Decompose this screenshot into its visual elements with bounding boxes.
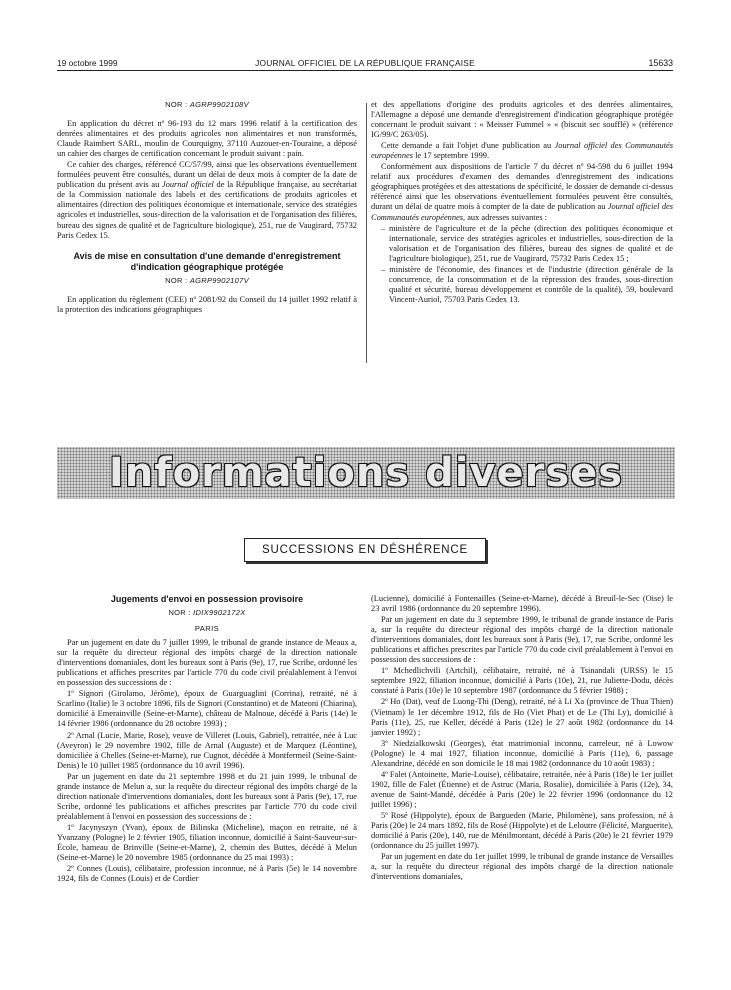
- address-item: – ministère de l'agriculture et de la pêche (direction des politiques économique et internationale, service des stratégies agricoles et industrielles, sous-direction de la valorisation et de l'organisation des filières, bureau des signes de qualité et de l'agriculture biologique), 251, rue de Vaugirard, 75732 Paris Cedex 15 ;: [381, 223, 673, 263]
- paragraph: (Lucienne), domicilié à Fontenailles (Seine-et-Marne), décédé à Breuil-le-Sec (Oise) le 23 avril 1986 (ordonnance du 20 septembre 1996).: [371, 594, 673, 614]
- article-title: Jugements d'envoi en possession provisoire: [110, 594, 304, 604]
- paragraph: Cette demande a fait l'objet d'une publication au Journal officiel des Communautés européennes le 17 septembre 1999.: [371, 141, 673, 161]
- paragraph: Conformément aux dispositions de l'article 7 du décret nº 94-598 du 6 juillet 1994 relatif aux procédures d'examen des demandes d'enregistrement des indications géographiques protégées et des attestations de spécificité, le dossier de demande ci-dessus référencé ainsi que les observations éventuellement formulées peuvent être consultés, durant un délai de quatre mois à compter de la date de publication au Journal officiel des Communautés européennes, aux adresses suivantes :: [371, 162, 673, 222]
- address-item: – ministère de l'économie, des finances et de l'industrie (direction générale de la concurrence, de la consommation et de la répression des fraudes, sous-direction qualité et sécurité, bureau développement et contrôle de la qualité), 59, boulevard Vincent-Auriol, 75703 Paris Cedex 13.: [381, 264, 673, 304]
- paragraph: Ce cahier des charges, référencé CC/57/99, ainsi que les observations éventuellement formulées peuvent être consultés, durant un délai de deux mois à compter de la date de publication du présent avis au Journal officiel de la République française, au secrétariat de la Commission nationale des labels et des certifications de produits agricoles et alimentaires (direction des politiques économique et internationale, service des stratégies agricoles et industrielles, sous-direction de la valorisation et de l'organisation des filières, bureau des signes de qualité et de l'agriculture biologique), 251, rue de Vaugirard, 75732 Paris Cedex 15.: [57, 160, 358, 240]
- banner-title: Informations diverses: [108, 450, 624, 496]
- nor-reference: NOR : AGRP9902107V: [165, 275, 249, 285]
- bottom-right-column: [371, 594, 673, 882]
- paragraph: Par un jugement en date du 21 septembre 1998 et du 21 juin 1999, le tribunal de grande instance de Melun a, sur la requête du directeur régional des impôts chargé de la direction nationale d'interventions domaniales, dont les bureaux sont à Paris (9e), 17, rue Scribe, ordonné les publications et affiches prescrites par l'article 770 du code civil préalablement à l'envoi en possession des successions de :: [57, 771, 357, 821]
- paragraph: 2º Arnal (Lucie, Marie, Rose), veuve de Villeret (Louis, Gabriel), retraitée, née à Luc (Aveyron) le 29 novembre 1902, fille de Arnal (Auguste) et de Marquez (Léontine), domiciliée à Chelles (Seine-et-Marne), rue Cugnot, décédée à Montfermeil (Seine-Saint-Denis) le 10 juillet 1985 (ordonnance du 10 avril 1996).: [57, 730, 357, 770]
- bottom-left-column: [57, 594, 357, 884]
- paragraph: 2º Ho (Dat), veuf de Luong-Thi (Deng), retraité, né à Li Xa (province de Thua Thien) (Vietnam) le 1er décembre 1912, fils de Ho (Viet Phat) et de Le (Thi Ly), domicilié à Paris (11e), 25, rue Keller, décédé à Paris (12e) le 27 août 1982 (ordonnance du 14 janvier 1992) ;: [371, 697, 673, 737]
- paragraph: 1º Jacynyszyn (Yvan), époux de Bilinska (Micheline), maçon en retraite, né à Yvanzany (Pologne) le 2 février 1905, filiation inconnue, domicilié à Saint-Sauveur-sur-École, hameau de Brinville (Seine-et-Marne), 2, chemin des Buttes, décédé à Melun (Seine-et-Marne) le 20 novembre 1985 (ordonnance du 25 mai 1993) ;: [57, 822, 357, 863]
- paragraph: Par un jugement en date du 3 septembre 1999, le tribunal de grande instance de Paris a, sur la requête du directeur régional des impôts chargé de la direction nationale d'interventions domaniales, dont les bureaux sont à Paris (9e), 17, rue Scribe, ordonné les publications et affiches prescrites par l'article 770 du code civil préalablement à l'envoi en possession des successions de :: [371, 615, 673, 665]
- paragraph: 3º Niedzialkowski (Georges), état matrimonial inconnu, carreleur, né à Lowow (Pologne) le 4 mai 1927, filiation inconnue, domicilié à Paris (11e), 6, passage Alexandrine, décédé en son domicile le 18 mai 1982 (ordonnance du 10 août 1983) ;: [371, 738, 673, 768]
- paragraph: 5º Rosé (Hippolyte), époux de Bargueden (Marie, Philomène), sans profession, né à Paris (20e) le 24 mars 1892, fils de Rosé (Hippolyte) et de Leloutre (Félicité, Marguerite), domicilié à Paris (20e), 140, rue de Ménilmontant, décédé à Paris (20e) le 21 février 1979 (ordonnance du 25 juillet 1997).: [371, 810, 673, 851]
- city-heading: PARIS: [194, 624, 220, 634]
- section-banner: [57, 447, 675, 499]
- paragraph: et des appellations d'origine des produits agricoles et des denrées alimentaires, l'Allemagne a déposé une demande d'enregistrement d'indication géographique protégée concernant le produit suivant : « Meisser Fummel » « (biscuit sec soufflé) » (référence IG/99/C 263/05).: [371, 100, 673, 140]
- paragraph: 4º Falet (Antoinette, Marie-Louise), célibataire, retraitée, née à Paris (18e) le 1er juillet 1902, fille de Falet (Étienne) et de Astruc (Maria, Rosalie), domiciliée à Paris (12e), 34, avenue de Saint-Mandé, décédée à Paris (20e) le 22 février 1996 (ordonnance du 12 juillet 1996) ;: [371, 769, 673, 809]
- header-page-number: 15633: [648, 58, 673, 68]
- paragraph: Par un jugement en date du 1er juillet 1999, le tribunal de grande instance de Versailles a, sur la requête du directeur régional des impôts chargé de la direction nationale d'interventions domaniales,: [371, 852, 673, 882]
- column-divider: [366, 103, 367, 363]
- nor-reference: NOR : AGRP9902108V: [165, 100, 249, 109]
- top-left-column: [57, 100, 357, 315]
- nor-reference: NOR : IDIX9902172X: [168, 608, 246, 617]
- paragraph: En application du décret nº 96-193 du 12 mars 1996 relatif à la certification des denrées alimentaires et des produits agricoles non alimentaires et non transformés, Claude Raimbert SARL, moulin de Courquigny, 37110 Auzouer-en-Touraine, a déposé un cahier des charges de certification concernant le produit suivant : pain.: [57, 119, 357, 159]
- top-right-column: [371, 100, 673, 305]
- header-date: 19 octobre 1999: [57, 58, 118, 68]
- paragraph: En application du règlement (CEE) nº 2081/92 du Conseil du 14 juillet 1992 relatif à la protection des indications géographiques: [57, 294, 357, 314]
- paragraph: 1º Mchedlichvili (Artchil), célibataire, retraité, né à Tsinandali (URSS) le 15 septembre 1922, filiation inconnue, domicilié à Paris (10e), 21, rue Juliette-Dodu, décès constaté à Paris (10e) le 10 septembre 1987 (ordonnance du 5 février 1988) ;: [371, 666, 673, 696]
- paragraph: 2º Connes (Louis), célibataire, profession inconnue, né à Paris (5e) le 14 novembre 1924, fils de Connes (Louis) et de Cordier: [57, 864, 357, 884]
- header-journal-title: JOURNAL OFFICIEL DE LA RÉPUBLIQUE FRANÇAISE: [255, 58, 475, 68]
- running-header: [57, 56, 673, 71]
- section-heading: SUCCESSIONS EN DÉSHÉRENCE: [244, 538, 486, 562]
- paragraph: Par un jugement en date du 7 juillet 1999, le tribunal de grande instance de Meaux a, sur la requête du directeur régional des impôts chargé de la direction nationale d'interventions domaniales, dont les bureaux sont à Paris (9e), 17, rue Scribe, ordonné les publications et affiches prescrites par l'article 770 du code civil préalablement à l'envoi en possession des successions de :: [57, 638, 357, 688]
- notice-title: Avis de mise en consultation d'une demande d'enregistrement d'indication géographique protégée: [73, 250, 341, 272]
- paragraph: 1º Signori (Girolamo, Jérôme), époux de Guarguaglini (Corrina), retraité, né à Scarlino (Italie) le 3 octobre 1896, fils de Signori (Constantino) et de Mateoni (Chiarina), domicilié à Emerainville (Seine-et-Marne), château de Malnoue, décédé à Paris (14e) le 14 février 1986 (ordonnance du 28 octobre 1993) ;: [57, 689, 357, 729]
